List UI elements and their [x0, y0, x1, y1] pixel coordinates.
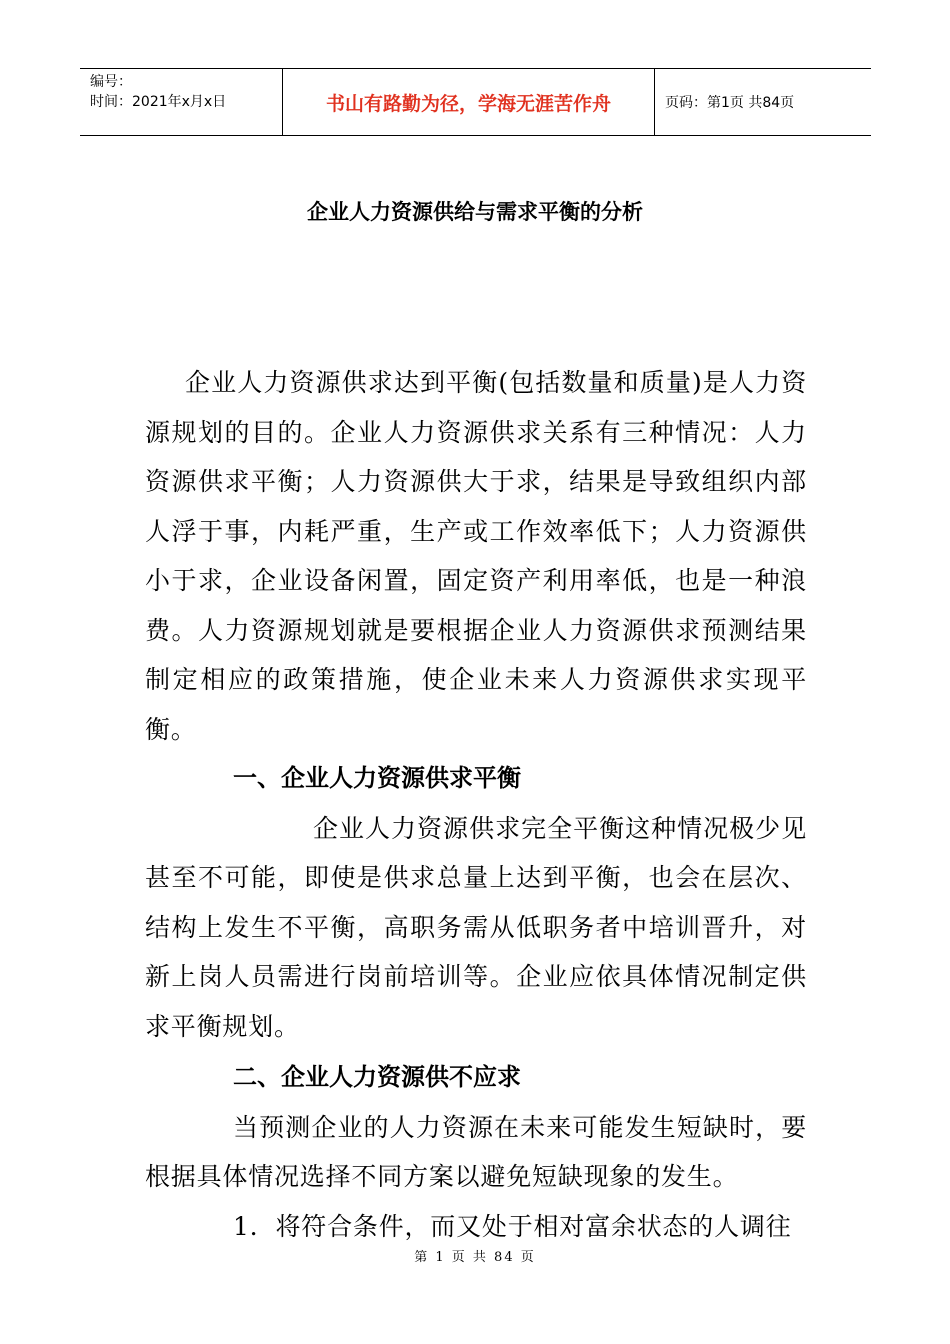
section-heading-balance: 一、企业人力资源供求平衡: [233, 764, 521, 792]
header-meta-cell: [80, 69, 282, 135]
paragraph-balance: 企业人力资源供求完全平衡这种情况极少见甚至不可能，即使是供求总量上达到平衡，也会在层次、结构上发生不平衡，高职务需从低职务者中培训晋升，对新上岗人员需进行岗前培训等。企业应依具体情况制定供求平衡规划。: [145, 813, 807, 1041]
paragraph-intro: 企业人力资源供求达到平衡(包括数量和质量)是人力资源规划的目的。企业人力资源供求关系有三种情况：人力资源供求平衡；人力资源供大于求，结果是导致组织内部人浮于事，内耗严重，生产或工作效率低下；人力资源供小于求，企业设备闲置，固定资产利用率低，也是一种浪费。人力资源规划就是要根据企业人力资源供求预测结果制定相应的政策措施，使企业未来人力资源供求实现平衡。: [145, 368, 807, 744]
document-body: [145, 358, 807, 1251]
paragraph-list-item-1: 1．将符合条件，而又处于相对富余状态的人调往: [233, 1211, 792, 1241]
header-page-cell: [655, 69, 871, 135]
section-heading-shortage: 二、企业人力资源供不应求: [233, 1063, 521, 1091]
header-motto-cell: [282, 69, 655, 135]
document-title: 企业人力资源供给与需求平衡的分析: [307, 200, 643, 224]
paragraph-shortage: 当预测企业的人力资源在未来可能发生短缺时，要根据具体情况选择不同方案以避免短缺现象的发生。: [145, 1112, 807, 1191]
page-footer: 第 1 页 共 84 页: [414, 1250, 536, 1265]
header-page-info: 页码：第1页 共84页: [665, 95, 795, 111]
header-motto: 书山有路勤为径，学海无涯苦作舟: [325, 92, 611, 115]
header-table: [80, 68, 871, 136]
document-time-label: 时间：2021年x月x日: [90, 94, 227, 110]
document-number-label: 编号：: [90, 74, 132, 90]
